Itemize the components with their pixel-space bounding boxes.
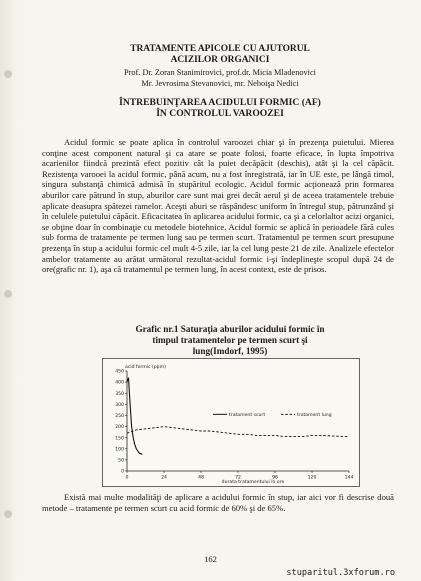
chart-svg	[103, 359, 359, 486]
axes	[115, 369, 353, 481]
legend-label: tratament lung	[297, 412, 332, 418]
y-axis-label: acid formic (ppm)	[125, 365, 166, 370]
section-title-line1: ÎNTREBUINŢAREA ACIDULUI FORMIC (AF)	[119, 97, 321, 108]
legend	[213, 412, 332, 418]
x-tick-label: 24	[161, 475, 167, 481]
y-tick-label: 300	[115, 402, 124, 408]
article-title-line2: ACIZILOR ORGANICI	[170, 55, 270, 65]
x-tick-label: 72	[235, 475, 241, 481]
chart-caption-line3: lung(Imdorf, 1995)	[192, 346, 268, 356]
footer-text	[42, 492, 394, 513]
x-tick-label: 144	[344, 475, 354, 481]
punch-hole	[4, 510, 12, 518]
series-line-tratament-lung	[127, 427, 349, 437]
x-tick-label: 48	[198, 475, 204, 481]
chart	[102, 358, 360, 487]
series-line-tratament-scurt	[127, 378, 142, 455]
site-watermark: stuparitul.3xforum.ro	[286, 568, 395, 578]
chart-caption-line1: Grafic nr.1 Saturaţia aburilor acidului formic în	[135, 324, 325, 334]
y-tick-label: 150	[115, 436, 124, 442]
y-tick-label: 200	[115, 425, 124, 431]
section-title-line2: ÎN CONTROLUL VAROOZEI	[156, 108, 284, 119]
y-tick-label: 0	[121, 469, 124, 475]
authors-line2: Mr. Jevrosima Stevanovici, mr. Neboişa Nedici	[141, 79, 299, 88]
y-tick-label: 450	[115, 369, 124, 375]
x-tick-label: 96	[272, 475, 278, 481]
legend-label: tratament scurt	[229, 412, 266, 418]
x-axis-label: durata tratamentului în ore	[221, 480, 285, 485]
paragraph: Acidul formic se poate aplica în controlul varoozei chiar şi în prezenţa puietului. Mierea conţine acest component natural şi ca atare se poate folosi, foarte eficace, în lupta împotriva acarienilor fiindcă prezintă efect pozitiv cât la puiet decăpăcit (deschis), atât şi la cel căpăcit. Rezistenţa varooei la acidul formic, până acum, nu a fost înregistrată, iar în UE este, pe lângă timol, singura substanţă chimică admisă în stupăritul ecologic. Acidul formic acţionează prin formarea aburilor care pătrund în stup, aburilor care sunt mai grei decât aerul şi de aceea tratamentele trebuie aplicate deasupra spătezei ramelor. Aceşti aburi se răspândesc uniform în întregul stup, pătrunzând şi în celulele puietului căpăcit. Eficacitatea în aplicarea acidului formic, ca şi a celorlaltor acizi organici, se obţine doar în combinaţie cu metodele biotehnice. Acidul formic se aplică în perioadele fără cules sub forma de tratamente pe termen lung sau pe termen scurt. Tratamentul pe termen scurt presupune prezenţa în stup a acidului formic cel mult 4-5 zile, iar la cel lung peste 21 de zile. Analizele efectelor ambelor tratamente au arătat următorul rezultat-acidul formic i-şi îndeplineşte scopul după 24 de ore(grafic nr. 1), aşa că tratamentul pe termen lung, în acest context, este de prisos.	[42, 137, 394, 275]
x-tick-label: 0	[125, 475, 129, 481]
punch-hole	[4, 290, 12, 298]
page-number: 162	[204, 554, 217, 564]
binding-edge	[0, 0, 18, 581]
y-tick-label: 400	[115, 380, 124, 386]
y-tick-label: 50	[118, 458, 124, 464]
chart-caption-line2: timpul tratamentelor pe termen scurt şi	[152, 335, 308, 345]
x-tick-label: 120	[307, 475, 317, 481]
article-title-line1: TRATAMENTE APICOLE CU AJUTORUL	[130, 44, 310, 54]
authors-line1: Prof. Dr. Zoran Stanimirovici, prof.dr. Micia Mladenovici	[124, 68, 316, 77]
y-tick-label: 350	[115, 391, 124, 397]
y-tick-label: 100	[115, 447, 124, 453]
y-tick-label: 250	[115, 414, 124, 420]
body-text	[42, 137, 394, 275]
paragraph: Există mai multe modalităţi de aplicare a acidului formic în stup, iar aici vor fi descrise două metode – tratamente pe termen scurt cu acid formic de 60% şi de 65%.	[42, 492, 394, 513]
punch-hole	[4, 70, 12, 78]
